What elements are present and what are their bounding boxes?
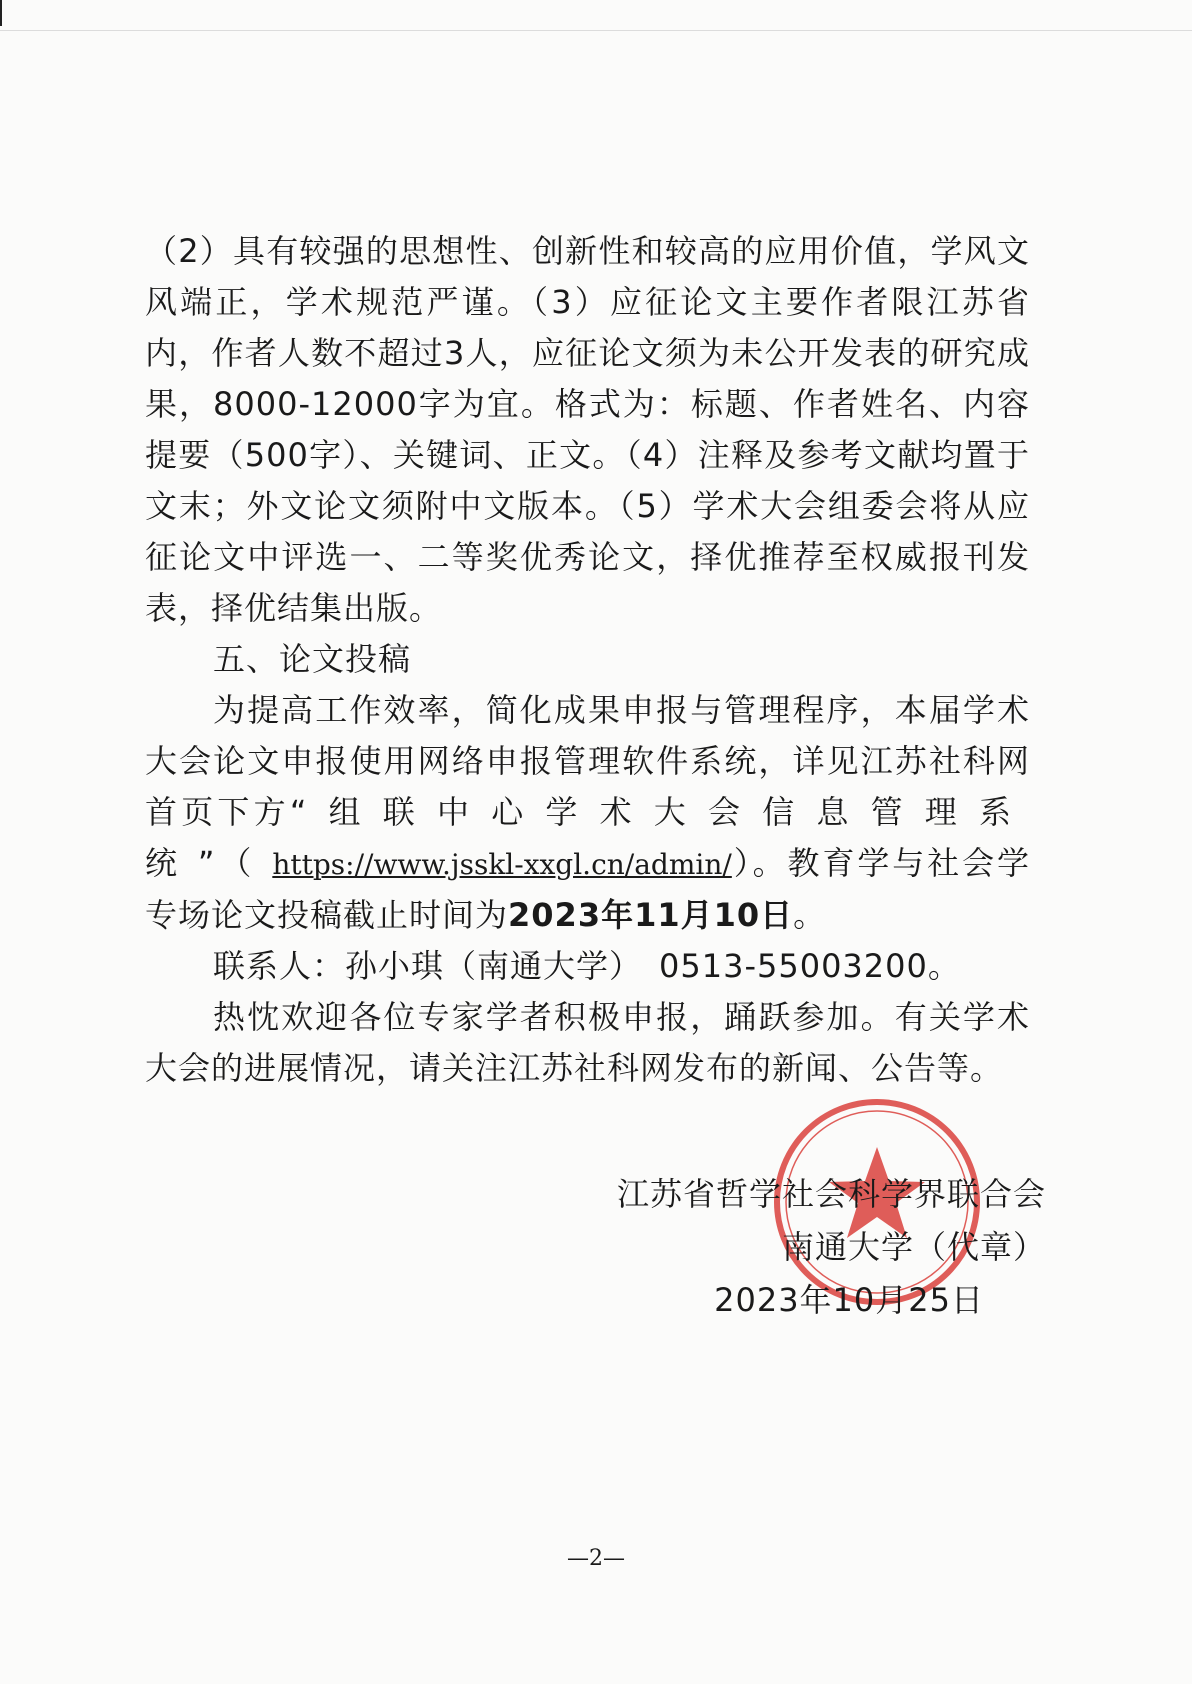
submission-end: 。 (793, 896, 827, 934)
submission-paragraph (145, 685, 1030, 941)
page-number: —2— (567, 1546, 625, 1571)
scan-top-line (0, 30, 1192, 31)
requirements-paragraph: （2）具有较强的思想性、创新性和较高的应用价值，学风文风端正，学术规范严谨。（3）应征论文主要作者限江苏省内，作者人数不超过3人，应征论文须为未公开发表的研究成果，8000-12000字为宜。格式为：标题、作者姓名、内容提要（500字）、关键词、正文。（4）注释及参考文献均置于文末；外文论文须附中文版本。（5）学术大会组委会将从应征论文中评选一、二等奖优秀论文，择优推荐至权威报刊发表，择优结集出版。 (145, 232, 1030, 627)
signature-org-university: 南通大学（代章） (781, 1228, 1046, 1266)
submission-intro: 为提高工作效率，简化成果申报与管理程序，本届学术大会论文申报使用网络申报管理软件系统，详见江苏社科网首页下方 (145, 691, 1030, 831)
document-body (145, 226, 1030, 1094)
section-heading-submission: 五、论文投稿 (213, 640, 412, 678)
scan-edge-mark (0, 0, 2, 26)
system-name: “组联中心学术大会信息管理系统”（ (145, 793, 1030, 882)
signature-org-federation: 江苏省哲学社会科学界联合会 (616, 1175, 1046, 1213)
signature-block (526, 1168, 1046, 1327)
closing-paragraph: 热忱欢迎各位专家学者积极申报，踊跃参加。有关学术大会的进展情况，请关注江苏社科网发布的新闻、公告等。 (145, 998, 1030, 1087)
submission-deadline: 2023年11月10日 (508, 896, 794, 934)
submission-url-link[interactable]: https://www.jsskl-xxgl.cn/admin/ (272, 848, 732, 881)
contact-line: 联系人：孙小琪（南通大学） 0513-55003200。 (213, 947, 961, 985)
submission-mid: ）。教育学与社会学专场论文投稿截止时间为 (145, 844, 1030, 934)
signature-date: 2023年10月25日 (714, 1281, 984, 1319)
